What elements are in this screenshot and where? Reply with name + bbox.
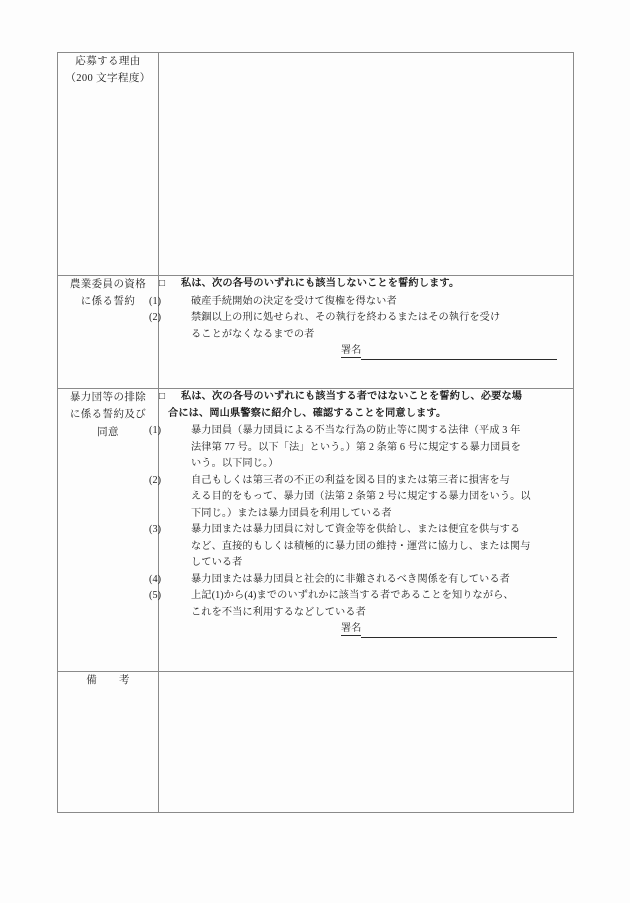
table-row-qualification <box>58 276 574 389</box>
qualification-pledge-text: 私は、次の各号のいずれにも該当しないことを誓約します。 <box>181 278 460 289</box>
bouryokudan-item-5-number: (5) <box>149 590 162 602</box>
row-label-reason-line-1: 応募する理由 <box>75 56 141 67</box>
row-label-bouryokudan-line-1: 暴力団等の排除 <box>69 392 147 403</box>
qualification-item-2-number: (2) <box>149 312 162 324</box>
checkbox-icon[interactable]: □ <box>159 278 166 289</box>
bouryokudan-pledge-line-1: 私は、次の各号のいずれにも該当する者ではないことを誓約し、必要な場 <box>181 391 523 402</box>
bouryokudan-item-2-line-2: える目的をもって、暴力団（法第 2 条第 2 号に規定する暴力団をいう。以 <box>191 491 531 503</box>
bouryokudan-item-1-line-2: 法律第 77 号。以下「法」という。）第 2 条第 6 号に規定する暴力団員を <box>191 441 521 453</box>
reason-entry-area[interactable] <box>159 53 573 275</box>
bouryokudan-pledge-statement <box>159 389 573 422</box>
bouryokudan-item-4-line-1: 暴力団または暴力団員と社会的に非難されるべき関係を有している者 <box>191 573 510 585</box>
bouryokudan-item-3 <box>149 522 573 572</box>
bouryokudan-signature-row <box>159 623 557 634</box>
row-label-bouryokudan-line-3: 同意 <box>97 426 119 438</box>
bouryokudan-item-5 <box>149 588 573 621</box>
row-label-qualification-line-1: 農業委員の資格 <box>69 279 147 290</box>
qualification-item-2-line-2: ることがなくなるまでの者 <box>191 328 315 340</box>
row-label-qualification-line-2: に係る誓約 <box>80 296 136 308</box>
bouryokudan-item-2-line-3: 下同じ。）または暴力団員を利用している者 <box>191 507 392 519</box>
table-row-bouryokudan <box>58 389 574 672</box>
bouryokudan-item-4-number: (4) <box>149 573 162 585</box>
row-label-reason-line-2: （200 文字程度） <box>65 73 151 85</box>
checkbox-icon[interactable]: □ <box>159 391 166 402</box>
qualification-signature-label: 署名 <box>341 345 362 357</box>
row-label-remarks-line-1: 備 考 <box>86 675 130 686</box>
table-row-remarks <box>58 672 574 813</box>
qualification-item-1-number: (1) <box>149 295 162 307</box>
row-content-reason[interactable] <box>159 53 574 276</box>
qualification-item-1-line-1: 破産手続開始の決定を受けて復権を得ない者 <box>191 295 397 307</box>
application-form-table <box>57 52 574 813</box>
row-content-qualification <box>149 276 574 389</box>
bouryokudan-item-1-line-3: いう。以下同じ。） <box>191 458 279 470</box>
row-label-bouryokudan-line-2: に係る誓約及び <box>69 409 147 421</box>
bouryokudan-item-3-line-2: など、直接的もしくは積極的に暴力団の維持・運営に協力し、または関与 <box>191 540 531 552</box>
row-content-remarks[interactable] <box>159 672 574 813</box>
bouryokudan-item-2 <box>149 473 573 523</box>
bouryokudan-item-3-line-3: している者 <box>191 557 243 569</box>
remarks-entry-area[interactable] <box>159 672 573 812</box>
qualification-pledge-statement <box>159 276 573 293</box>
table-row-reason <box>58 53 574 276</box>
bouryokudan-item-5-line-1: 上記(1)から(4)までのいずれかに該当する者であることを知りながら、 <box>191 590 514 602</box>
qualification-item-2-line-1: 禁錮以上の刑に処せられ、その執行を終わるまたはその執行を受け <box>191 312 501 324</box>
qualification-signature-row <box>159 345 557 356</box>
bouryokudan-item-2-line-1: 自己もしくは第三者の不正の利益を図る目的または第三者に損害を与 <box>191 474 510 486</box>
bouryokudan-item-1-number: (1) <box>149 425 162 437</box>
bouryokudan-signature-input[interactable] <box>361 626 557 638</box>
row-label-bouryokudan <box>58 389 159 672</box>
bouryokudan-item-4 <box>149 572 573 589</box>
row-content-bouryokudan <box>149 389 574 672</box>
bouryokudan-item-3-line-1: 暴力団または暴力団員に対して資金等を供給し、または便宜を供与する <box>191 524 521 536</box>
bouryokudan-item-1 <box>149 423 573 473</box>
bouryokudan-item-1-line-1: 暴力団員（暴力団員による不当な行為の防止等に関する法律（平成 3 年 <box>191 425 521 437</box>
bouryokudan-signature-label: 署名 <box>341 623 362 635</box>
row-label-qualification <box>58 276 159 389</box>
bouryokudan-pledge-line-2: 合には、岡山県警察に紹介し、確認することを同意します。 <box>168 407 447 419</box>
bouryokudan-item-5-line-2: これを不当に利用するなどしている者 <box>191 606 366 618</box>
bouryokudan-item-3-number: (3) <box>149 524 162 536</box>
qualification-item-1 <box>149 294 573 311</box>
qualification-signature-input[interactable] <box>361 348 557 360</box>
bouryokudan-item-2-number: (2) <box>149 474 162 486</box>
row-label-remarks <box>58 672 159 813</box>
qualification-item-2 <box>149 310 573 343</box>
row-label-reason <box>58 53 159 276</box>
